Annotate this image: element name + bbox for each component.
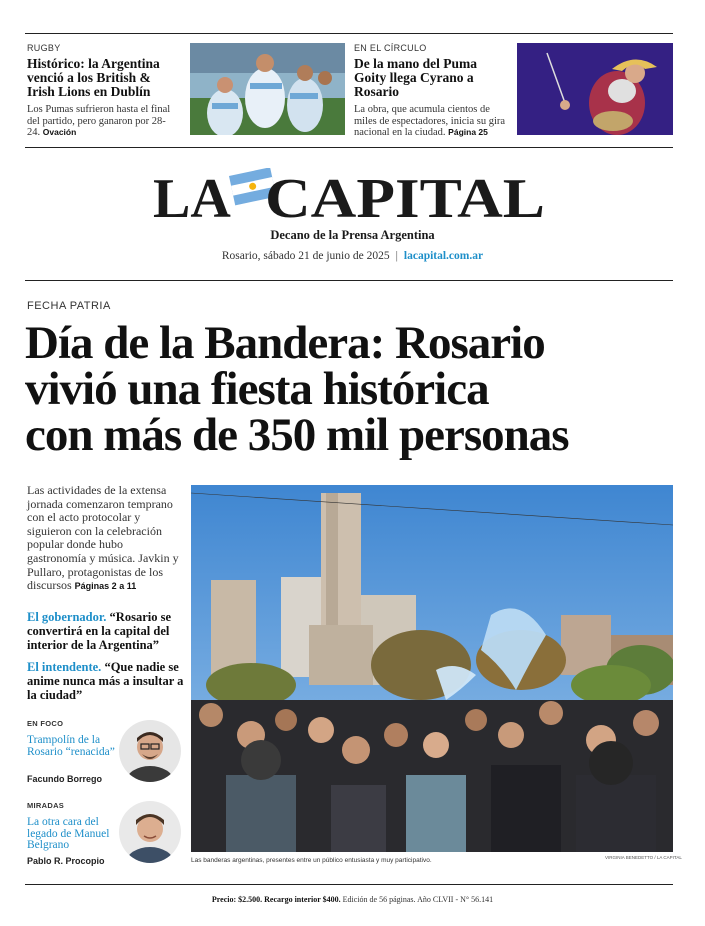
main-photo[interactable] bbox=[191, 485, 673, 852]
avatar-image bbox=[119, 801, 181, 863]
la-capital-logo[interactable] bbox=[153, 168, 545, 224]
edition-date: Rosario, sábado 21 de junio de 2025 bbox=[221, 250, 390, 262]
dateline-separator: | bbox=[395, 250, 398, 262]
headline-line: con más de 350 mil personas bbox=[25, 409, 569, 461]
teaser-rule bbox=[25, 147, 673, 148]
edition-details: Edición de 56 páginas. Año CLVII - N° 56.141 bbox=[342, 895, 494, 904]
rugby-image bbox=[190, 43, 345, 135]
rugby-photo[interactable] bbox=[190, 43, 345, 135]
teaser-body: La obra, que acumula cientos de miles de espectadores, inicia su gira nacional en la ciudad. Página 25 bbox=[354, 104, 506, 138]
quote-text: “Que nadie se anime nunca más a insultar a la ciudad” bbox=[27, 660, 184, 702]
column-author: Pablo R. Procopio bbox=[27, 856, 105, 866]
column-title[interactable]: La otra cara del legado de Manuel Belgrano bbox=[27, 816, 110, 851]
column-author: Facundo Borrego bbox=[27, 774, 103, 784]
quote-mayor bbox=[27, 660, 187, 702]
quote-text: “Rosario se convertirá en la capital del interior de la Argentina” bbox=[27, 610, 171, 652]
teaser-page-ref: Ovación bbox=[42, 127, 77, 137]
teaser-title[interactable]: De la mano del Puma Goity llega Cyrano a Rosario bbox=[354, 56, 477, 99]
column-title[interactable]: Trampolín de la Rosario “renacida” bbox=[27, 734, 115, 758]
teaser-page-ref: Página 25 bbox=[448, 127, 488, 137]
footer-rule bbox=[25, 884, 673, 885]
main-headline[interactable] bbox=[25, 317, 685, 461]
masthead-tagline: Decano de la Prensa Argentina bbox=[270, 228, 435, 242]
author-avatar bbox=[119, 801, 181, 863]
author-avatar bbox=[119, 720, 181, 782]
logo-graphic bbox=[153, 168, 545, 224]
cyrano-photo[interactable] bbox=[517, 43, 673, 135]
avatar-image bbox=[119, 720, 181, 782]
top-rule bbox=[25, 33, 673, 34]
svg-text:CAPITAL: CAPITAL bbox=[265, 168, 545, 224]
quote-speaker: El intendente. bbox=[27, 660, 102, 674]
teaser-title[interactable]: Histórico: la Argentina venció a los British & Irish Lions en Dublín bbox=[27, 56, 160, 99]
column-kicker: EN FOCO bbox=[27, 719, 64, 728]
photo-credit: VIRGINIA BENEDETTO / LA CAPITAL bbox=[605, 855, 682, 860]
svg-text:LA: LA bbox=[153, 168, 231, 224]
theater-image bbox=[517, 43, 673, 135]
photo-caption: Las banderas argentinas, presentes entre un público entusiasta y muy participativo. bbox=[191, 857, 432, 864]
teaser-body: Los Pumas sufrieron hasta el final del partido, pero ganaron por 28-24. Ovación bbox=[27, 104, 171, 138]
lead-page-ref: Páginas 2 a 11 bbox=[74, 581, 137, 592]
masthead-dateline bbox=[0, 250, 705, 262]
footer-price-line bbox=[0, 895, 705, 904]
masthead-rule bbox=[25, 280, 673, 281]
quote-speaker: El gobernador. bbox=[27, 610, 107, 624]
quote-governor bbox=[27, 610, 187, 652]
price: Precio: $2.500. Recargo interior $400. bbox=[211, 895, 341, 904]
section-kicker: FECHA PATRIA bbox=[27, 300, 111, 312]
teaser-cyrano[interactable] bbox=[354, 43, 506, 139]
lead-paragraph: Las actividades de la extensa jornada comenzaron temprano con el acto protocolar y siguieron con la celebración popular donde hubo gastronomía y música. Javkin y Pullaro, protagonistas de los discursos Páginas 2 a 11 bbox=[27, 483, 179, 593]
teaser-kicker: EN EL CÍRCULO bbox=[354, 43, 427, 53]
headline-line: vivió una fiesta histórica bbox=[25, 363, 489, 415]
teaser-kicker: RUGBY bbox=[27, 43, 61, 53]
flag-day-crowd-image bbox=[191, 485, 673, 852]
site-link[interactable]: lacapital.com.ar bbox=[403, 250, 484, 262]
teaser-rugby[interactable] bbox=[27, 43, 175, 139]
headline-line: Día de la Bandera: Rosario bbox=[25, 317, 545, 369]
column-kicker: MIRADAS bbox=[27, 801, 65, 810]
